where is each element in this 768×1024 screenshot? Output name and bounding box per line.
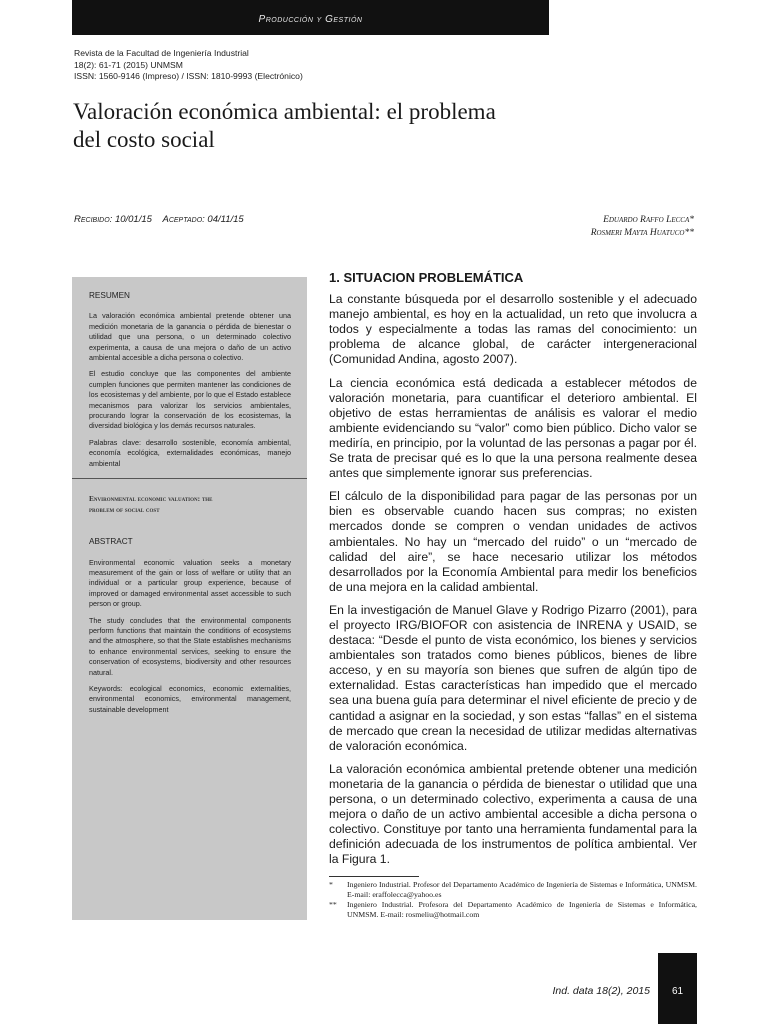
english-title-line: Environmental economic valuation: the <box>89 494 213 504</box>
body-paragraph: La ciencia económica está dedicada a establecer métodos de valoración monetaria, para cuantificar el deterioro ambiental. El objetivo de estas herramientas de análisis es valorar el medio ambiente evidenciando su “valor” como bien público. Dicho valor se mediría, en principio, por la voluntad de las personas a pagar por él. Se trata de precisar qué es lo que la una persona realmente desea antes que simplemente ignorar sus preferencias. <box>329 375 697 481</box>
section-heading: 1. SITUACION PROBLEMÁTICA <box>329 270 524 285</box>
box-divider <box>72 478 307 479</box>
journal-info-line: 18(2): 61-71 (2015) UNMSM <box>74 59 183 70</box>
author-name: Eduardo Raffo Lecca* <box>603 215 694 225</box>
article-title-line: Valoración económica ambiental: el problema <box>73 99 496 124</box>
article-dates <box>74 214 244 225</box>
section-header-bar <box>72 0 549 35</box>
page-number-box <box>658 953 697 1024</box>
footnote-mark: ** <box>329 900 337 909</box>
resumen-heading: RESUMEN <box>89 291 130 300</box>
abstract-paragraph: The study concludes that the environmental components perform functions that maintain the conditions of ecosystems and the atmosphere, so that the State establishes mechanisms to enhance environmental services, seeking to ensure the conservation of ecosystems, biodiversity and other resources natural. <box>89 615 291 677</box>
abstract-box <box>72 277 307 920</box>
resumen-paragraph: El estudio concluye que las componentes del ambiente cumplen funciones que permiten mantener las condiciones de los ecosistemas y del ambiente, por lo que el Estado establece mecanismos para valorizar los servicios ambientales, procurando lograr la conservación de los ecosistemas, la diversidad biológica y los demás recursos naturales. <box>89 369 291 431</box>
footnotes <box>329 880 697 920</box>
section-label: Producción y Gestión <box>258 14 363 25</box>
footnote <box>329 880 697 900</box>
accepted-date: 04/11/15 <box>207 214 244 225</box>
abstract-keywords: Keywords: ecological economics, economic externalities, environmental economics, environmental management, sustainable development <box>89 683 291 714</box>
accepted-label: Aceptado: <box>162 214 205 225</box>
body-paragraph: El cálculo de la disponibilidad para pagar de las personas por un bien es observable cuando hacen sus compras; no existen mercados donde se compren o vendan unidades de activos ambientales. No hay un “mercado del ruido” o un “mercado de calidad del aire”, se hace necesario utilizar los métodos desarrollados por la Economía Ambiental para medir los beneficios de una mejora en la calidad ambiental. <box>329 489 697 594</box>
footnote-mark: * <box>329 880 333 889</box>
article-title <box>73 98 573 154</box>
journal-info <box>74 48 303 83</box>
english-title-line: problem of social cost <box>89 505 160 515</box>
article-title-line: del costo social <box>73 127 215 152</box>
body-paragraph: En la investigación de Manuel Glave y Rodrigo Pizarro (2001), para el proyecto IRG/BIOFOR con asistencia de INRENA y USAID, se destaca: “Desde el punto de vista económico, los bienes y servicios ambientales son tratados como bienes públicos, bienes de libre acceso, y en su mayoría son bienes que sufren de algún tipo de externalidad. Estas características han impedido que el mercado sea una buena guía para determinar el nivel eficiente de precio y de cantidad a asignar en la sociedad, y son estas “fallas” en el sistema de mercado que crean la necesidad de utilizar medidas alternativas de valoración económica. <box>329 602 697 753</box>
resumen-paragraph: La valoración económica ambiental pretende obtener una medición monetaria de la ganancia o pérdida de bienestar o utilidad que una persona, o un determinado colectivo experimenta, a causa de una mejora o daño de un activo ambiental accesible a dicha persona o colectivo. <box>89 311 291 363</box>
authors <box>591 214 694 240</box>
body-paragraph: La constante búsqueda por el desarrollo sostenible y el adecuado manejo ambiental, es hoy en la actualidad, un reto que involucra a todos y especialmente a todas las ramas del conocimiento: un problema de alcance global, de carácter intergeneracional (Comunidad Andina, agosto 2007). <box>329 292 697 367</box>
received-label: Recibido: <box>74 214 113 225</box>
footnote-rule <box>329 876 419 877</box>
footnote <box>329 900 697 920</box>
footer-journal: Ind. data 18(2), 2015 <box>552 985 650 997</box>
abstract-paragraph: Environmental economic valuation seeks a monetary measurement of the gain or loss of welfare or utility that an individual or a particular group experience, because of improved or damaged environmental asset accessible to such person or group. <box>89 557 291 609</box>
footnote-text: Ingeniero Industrial. Profesora del Departamento Académico de Ingeniería de Sistemas e Informática, UNMSM. E-mail: rosmeliu@hotmail.com <box>347 900 697 919</box>
author-name: Rosmeri Mayta Huatuco** <box>590 228 694 238</box>
journal-info-line: Revista de la Facultad de Ingeniería Industrial <box>74 48 249 58</box>
footnote-text: Ingeniero Industrial. Profesor del Departamento Académico de Ingeniería de Sistemas e Informática, UNMSM. E-mail: eraffolecca@yahoo.es <box>347 880 697 899</box>
english-title <box>89 493 291 515</box>
body-paragraph: La valoración económica ambiental pretende obtener una medición monetaria de la ganancia o pérdida de bienestar o utilidad que una persona, o un determinado colectivo, experimenta a causa de una mejora o daño de un activo ambiental accesible a dicha persona o colectivo. Constituye por tanto una herramienta fundamental para la definición adecuada de los instrumentos de política ambiental. Ver la Figura 1. <box>329 761 697 867</box>
received-date: 10/01/15 <box>114 214 152 225</box>
abstract-heading: ABSTRACT <box>89 537 133 547</box>
resumen-keywords: Palabras clave: desarrollo sostenible, economía ambiental, economía ecológica, externalidades económicas, manejo ambiental <box>89 437 291 468</box>
main-column <box>329 270 697 875</box>
journal-info-line: ISSN: 1560-9146 (Impreso) / ISSN: 1810-9993 (Electrónico) <box>74 71 303 81</box>
page-number: 61 <box>671 986 684 997</box>
